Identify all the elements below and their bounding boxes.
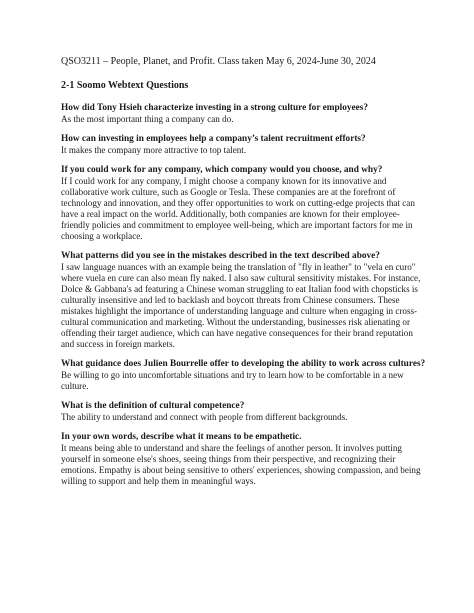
question-1: How did Tony Hsieh characterize investing in a strong culture for employees? (61, 103, 369, 113)
answer-1: As the most important thing a company can do. (61, 114, 234, 124)
qa-block-7 (61, 432, 427, 487)
question-4: What patterns did you see in the mistakes described in the text described above? (61, 251, 380, 261)
answer-6: The ability to understand and connect with people from different backgrounds. (61, 412, 348, 422)
question-3: If you could work for any company, which company would you choose, and why? (61, 165, 383, 175)
question-5: What guidance does Julien Bourrelle offer to developing the ability to work across cultures? (61, 359, 426, 369)
answer-3: If I could work for any company, I might choose a company known for its innovative and collaborative work culture, such as Google or Tesla. These companies are at the forefront of technology and innovation, and they offer opportunities to work on cutting-edge projects that can have a real impact on the world. Additionally, both companies are known for their employee-friendly policies and commitment to employee well-being, which are important factors for me in choosing a workplace. (61, 176, 415, 241)
question-2: How can investing in employees help a company’s talent recruitment efforts? (61, 134, 366, 144)
qa-block-3 (61, 165, 427, 242)
document-title: QSO3211 – People, Planet, and Profit. Class taken May 6, 2024-June 30, 2024 (61, 56, 376, 67)
qa-block-6 (61, 401, 427, 423)
answer-7: It means being able to understand and share the feelings of another person. It involves putting yourself in someone else's shoes, seeing things from their perspective, and recognizing their emotions. Empathy is about being sensitive to others' experiences, showing compassion, and being willing to support and help them in meaningful ways. (61, 443, 421, 486)
qa-block-4 (61, 251, 427, 350)
qa-block-1 (61, 103, 427, 125)
qa-block-5 (61, 359, 427, 392)
qa-block-2 (61, 134, 427, 156)
document-subtitle: 2-1 Soomo Webtext Questions (61, 80, 189, 91)
document-page (61, 48, 427, 496)
question-6: What is the definition of cultural competence? (61, 401, 245, 411)
answer-5: Be willing to go into uncomfortable situations and try to learn how to be comfortable in a new culture. (61, 370, 404, 391)
answer-2: It makes the company more attractive to top talent. (61, 145, 247, 155)
question-7: In your own words, describe what it means to be empathetic. (61, 432, 302, 442)
answer-4: I saw language nuances with an example being the translation of "fly in leather" to "vela en curo" where vuela en cure can also mean fly naked. I also saw cultural sensitivity mistakes. For instance, Dolce & Gabbana's ad featuring a Chinese woman struggling to eat Italian food with chopsticks is culturally insensitive and led to backlash and boycott threats from Chinese consumers. These mistakes highlight the importance of understanding language and culture when engaging in cross-cultural communication and marketing. Without the understanding, businesses risk alienating or offending their target audience, which can have negative consequences for their brand reputation and success in foreign markets. (61, 262, 421, 349)
